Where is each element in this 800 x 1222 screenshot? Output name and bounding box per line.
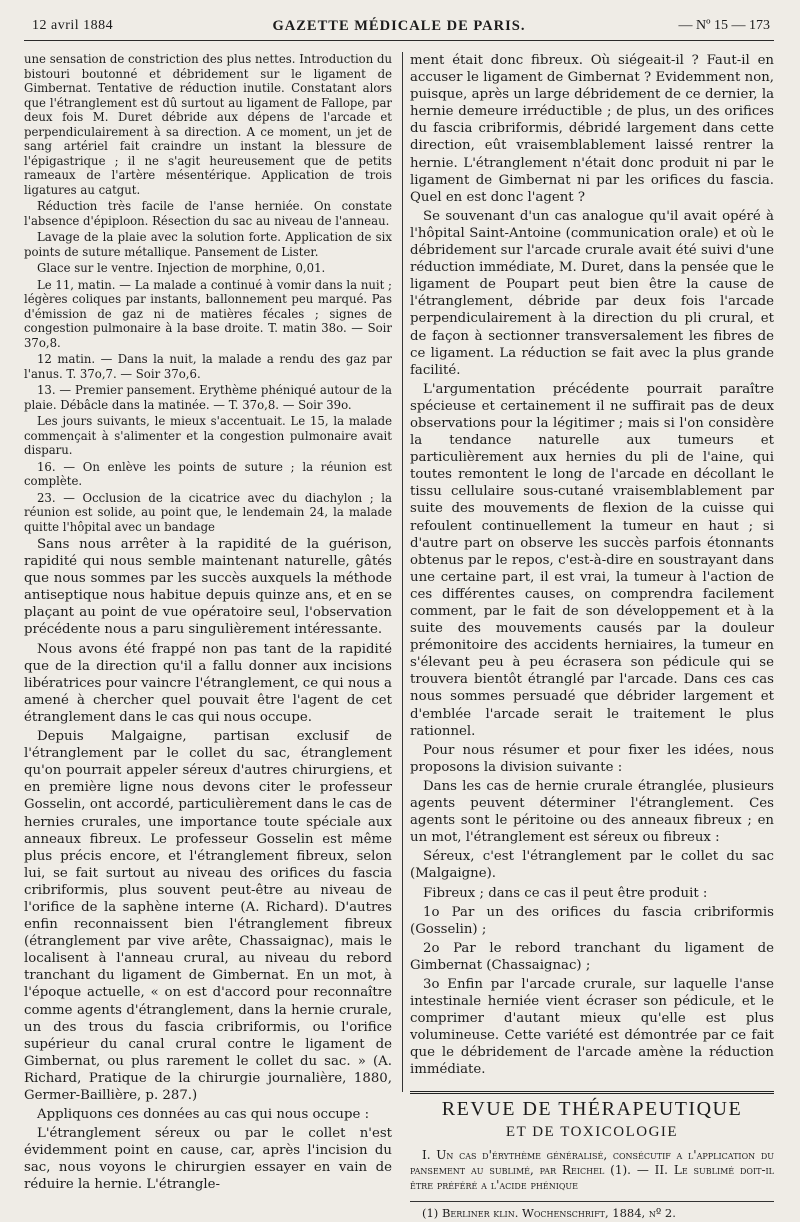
paragraph: Dans les cas de hernie crurale étranglée, plusieurs agents peuvent déterminer l'étranglement. Ces agents sont le péritoine ou des anneaux fibreux ; en un mot, l'étranglement est séreux ou fibreux : [410, 778, 774, 846]
left-column [24, 52, 392, 1196]
paragraph: L'étranglement séreux ou par le collet n'est évidemment point en cause, car, après l'incision du sac, nous voyons le chirurgien essayer en vain de réduire la hernie. L'étrangle- [24, 1126, 392, 1193]
paragraph: Sans nous arrêter à la rapidité de la guérison, rapidité qui nous semble maintenant naturelle, gâtés que nous sommes par les succès auxquels la méthode antiseptique nous habitue depuis quinze ans, et en se plaçant au point de vue opératoire seul, l'observation précédente nous a paru singulièrement intéressante. [24, 537, 392, 638]
section-title: REVUE DE THÉRAPEUTIQUE [441, 1097, 743, 1120]
paragraph: Le 11, matin. — La malade a continué à vomir dans la nuit ; légères coliques par instants, ballonnement peu marqué. Pas d'émission de gaz ni de matières fécales ; signes de congestion pulmonaire à la base droite. T. matin 38o. — Soir 37o,8. [24, 277, 392, 350]
header-page-number: — Nº 15 — 173 [678, 18, 770, 33]
header-date: 12 avril 1884 [32, 18, 114, 33]
paragraph: Depuis Malgaigne, partisan exclusif de l'étranglement par le collet du sac, étranglement qu'on pourrait appeler séreux d'autres chirurgiens, et en première ligne nous devons citer le professeur Gosselin, ont accordé, particulièrement dans le cas de hernies crurales, une importance toute spéciale aux anneaux fibreux. Le professeur Gosselin est même plus précis encore, et l'étranglement fibreux, selon lui, se fait surtout au niveau des orifices du fascia cribriformis, plus souvent peut-être au niveau de l'orifice de la saphène interne (A. Richard). D'autres enfin reconnaissent bien l'étranglement fibreux (étranglement par vive arête, Chassaignac), mais le localisent à l'anneau crural, au niveau du rebord tranchant du ligament de Gimbernat. En un mot, à l'époque actuelle, « on est d'accord pour reconnaître comme agents d'étranglement, dans la hernie crurale, un des trous du fascia cribriformis, ou l'orifice supérieur du canal crural contre le ligament de Gimbernat, ou plus rarement le collet du sac. » (A. Richard, Pratique de la chirurgie journalière, 1880, Germer-Baillière, p. 287.) [24, 729, 392, 1103]
section-subtitle: ET DE TOXICOLOGIE [505, 1123, 679, 1140]
paragraph: 16. — On enlève les points de suture ; la réunion est complète. [24, 459, 392, 488]
article-title: I. Un cas d'érythème généralisé, consécutif a l'application du pansement au sublimé, par Reichel (1). — II. Le sublimé doit-il être préféré a l'acide phénique [410, 1148, 774, 1193]
paragraph: 23. — Occlusion de la cicatrice avec du diachylon ; la réunion est solide, au point que, le lendemain 24, la malade quitte l'hôpital avec un bandage [24, 490, 392, 534]
paragraph: 13. — Premier pansement. Erythème phéniqué autour de la plaie. Débâcle dans la matinée. — T. 37o,8. — Soir 39o. [24, 383, 392, 412]
paragraph: Pour nous résumer et pour fixer les idées, nous proposons la division suivante : [410, 742, 774, 775]
paragraph: Fibreux ; dans ce cas il peut être produit : [423, 885, 708, 901]
columns [24, 52, 774, 1221]
paragraph: 3o Enfin par l'arcade crurale, sur laquelle l'anse intestinale herniée vient écraser son pédicule, et le comprimer d'autant mieux qu'elle est plus volumineuse. Cette variété est démontrée par ce fait que le débridement de l'arcade amène la réduction immédiate. [410, 976, 774, 1078]
paragraph: Lavage de la plaie avec la solution forte. Application de six points de suture métallique. Pansement de Lister. [24, 230, 392, 259]
paragraph: une sensation de constriction des plus nettes. Introduction du bistouri boutonné et débridement sur le ligament de Gimbernat. Tentative de réduction inutile. Constatant alors que l'étranglement est dû surtout au ligament de Fallope, par deux fois M. Duret débride aux dépens de l'arcade et perpendiculairement à sa direction. A ce moment, un jet de sang artériel fait craindre un instant la blessure de l'épigastrique ; il ne s'agit heureusement que de petits rameaux de l'artère mésentérique. Application de trois ligatures au catgut. [24, 52, 392, 197]
paragraph: Se souvenant d'un cas analogue qu'il avait opéré à l'hôpital Saint-Antoine (communication orale) et où le débridement sur l'arcade crurale avait été suivi d'une réduction immédiate, M. Duret, dans la pensée que le ligament de Poupart peut bien être la cause de l'étranglement, débride par deux fois l'arcade perpendiculairement à la direction du pli crural, et de façon à sectionner transversalement les fibres de ce ligament. La réduction se fait avec la plus grande facilité. [410, 208, 774, 378]
header-journal-title: GAZETTE MÉDICALE DE PARIS. [272, 18, 526, 34]
paragraph: Glace sur le ventre. Injection de morphine, 0,01. [37, 261, 326, 275]
paragraph: 12 matin. — Dans la nuit, la malade a rendu des gaz par l'anus. T. 37o,7. — Soir 37o,6. [24, 352, 392, 381]
paragraph: ment était donc fibreux. Où siégeait-il ? Faut-il en accuser le ligament de Gimbernat ? Evidemment non, puisque, après un large débridement de ce dernier, la hernie demeure irréductible ; de plus, un des orifices du fascia cribriformis, débridé largement dans cette direction, eût vraisemblablement laissé rentrer la hernie. L'étranglement n'était donc produit ni par le ligament de Gimbernat ni par les orifices du fascia. Quel en est donc l'agent ? [410, 53, 774, 205]
paragraph: Nous avons été frappé non pas tant de la rapidité que de la direction qu'il a fallu donner aux incisions libératrices pour vaincre l'étranglement, ce qui nous a amené à chercher quel pouvait être l'agent de cet étranglement dans le cas qui nous occupe. [24, 641, 392, 725]
paragraph: 1o Par un des orifices du fascia cribriformis (Gosselin) ; [410, 904, 774, 937]
paragraph: Séreux, c'est l'étranglement par le collet du sac (Malgaigne). [410, 849, 774, 882]
paragraph: L'argumentation précédente pourrait paraître spécieuse et certainement il ne suffirait pas de deux observations pour la légitimer ; mais si l'on considère la tendance naturelle aux tumeurs et particulièrement aux hernies du pli de l'aine, qui toutes remontent le long de l'arcade en décollant le tissu cellulaire sous-cutané vraisemblablement par suite des mouvements de flexion de la cuisse qui refoulent continuellement la tumeur en haut ; si d'autre part on observe les succès parfois étonnants obtenus par le repos, c'est-à-dire en soustrayant dans une certaine part, il est vrai, la tumeur à l'action de ces différentes causes, on comprendra facilement comment, par le fait de son développement et à la suite des mouvements causés par la douleur prémonitoire des accidents herniaires, la tumeur en s'élevant peu à peu écrasera son pédicule qui se trouvera bientôt étranglé par l'arcade. Dans ces cas nous sommes persuadé que débrider largement et d'emblée l'arcade serait le traitement le plus rationnel. [410, 381, 774, 739]
paragraph: Appliquons ces données au cas qui nous occupe : [37, 1107, 370, 1123]
running-header [24, 14, 774, 41]
paragraph: 2o Par le rebord tranchant du ligament de Gimbernat (Chassaignac) ; [410, 940, 774, 973]
right-column [410, 52, 774, 1222]
right-column-body [410, 52, 774, 1079]
paragraph: Réduction très facile de l'anse herniée. On constate l'absence d'épiploon. Résection du sac au niveau de l'anneau. [24, 199, 392, 228]
column-divider [402, 52, 403, 1092]
section-heading [410, 1091, 774, 1141]
paragraph: Les jours suivants, le mieux s'accentuait. Le 15, la malade commençait à s'alimenter et la congestion pulmonaire avait disparu. [24, 414, 392, 457]
footnote: (1) Berliner klin. Wochenschrift, 1884, nº 2. [410, 1201, 774, 1221]
